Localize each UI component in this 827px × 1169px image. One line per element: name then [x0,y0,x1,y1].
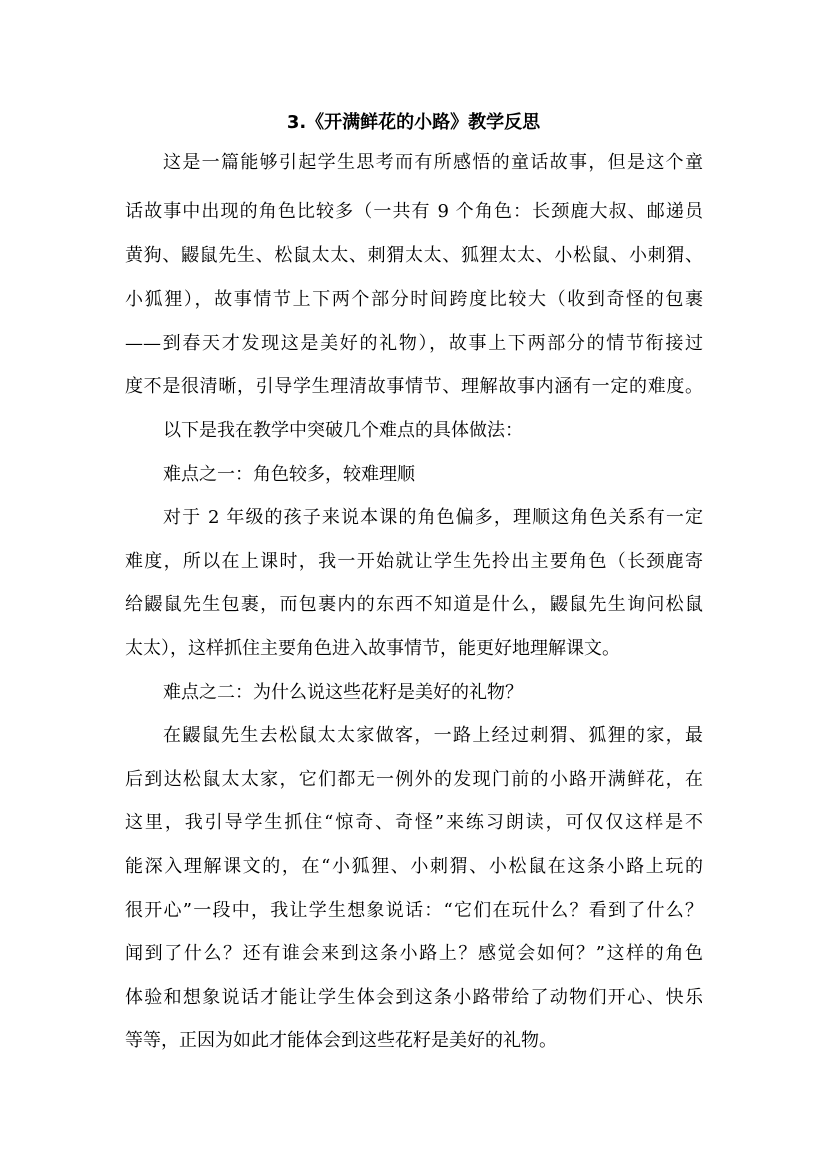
paragraph-line: 很开心”一段中，我让学生想象说话：“它们在玩什么？看到了什么？ [125,900,703,921]
paragraph-line: 体验和想象说话才能让学生体会到这条小路带给了动物们开心、快乐 [125,987,703,1008]
section-heading: 难点之一：角色较多，较难理顺 [163,464,415,485]
paragraph-line: 给鼹鼠先生包裹，而包裹内的东西不知道是什么，鼹鼠先生询问松鼠 [125,594,703,615]
paragraph-line: 后到达松鼠太太家，它们都无一例外的发现门前的小路开满鲜花，在 [125,769,703,790]
section-heading: 难点之二：为什么说这些花籽是美好的礼物？ [163,682,523,703]
paragraph-line: 闻到了什么？还有谁会来到这条小路上？感觉会如何？”这样的角色 [125,943,703,964]
paragraph-line: 度不是很清晰，引导学生理清故事情节、理解故事内涵有一定的难度。 [125,376,703,397]
paragraph-line: 小狐狸），故事情节上下两个部分时间跨度比较大（收到奇怪的包裹 [125,289,703,310]
paragraph-line: 这里，我引导学生抓住“惊奇、奇怪”来练习朗读，可仅仅这样是不 [125,812,703,833]
paragraph-line: 黄狗、鼹鼠先生、松鼠太太、刺猬太太、狐狸太太、小松鼠、小刺猬、 [125,245,703,266]
paragraph-line: 对于 2 年级的孩子来说本课的角色偏多，理顺这角色关系有一定 [163,507,703,528]
paragraph-line: 这是一篇能够引起学生思考而有所感悟的童话故事，但是这个童 [163,152,703,173]
paragraph-line: 难度，所以在上课时，我一开始就让学生先拎出主要角色（长颈鹿寄 [125,551,703,572]
paragraph-line: 话故事中出现的角色比较多（一共有 9 个角色：长颈鹿大叔、邮递员 [125,201,703,222]
paragraph-line: 以下是我在教学中突破几个难点的具体做法： [163,420,523,441]
paragraph-line: ——到春天才发现这是美好的礼物），故事上下两部分的情节衔接过 [125,333,703,354]
paragraph-line: 能深入理解课文的，在“小狐狸、小刺猬、小松鼠在这条小路上玩的 [125,856,703,877]
document-title: 3.《开满鲜花的小路》教学反思 [286,112,541,133]
paragraph-line: 等等，正因为如此才能体会到这些花籽是美好的礼物。 [125,1030,557,1051]
paragraph-line: 太太），这样抓住主要角色进入故事情节，能更好地理解课文。 [125,638,620,659]
paragraph-line: 在鼹鼠先生去松鼠太太家做客，一路上经过刺猬、狐狸的家，最 [163,725,703,746]
